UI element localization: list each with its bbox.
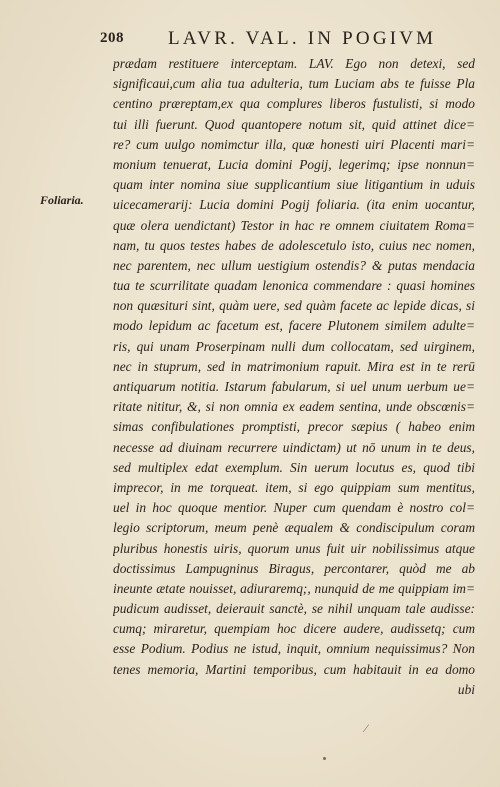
text-line: uel in hoc quoque mentior. Nuper cum quendam è nostro col= [113,500,475,516]
text-line: simas confibulationes promptisti, precor sæpius ( habeo enim [113,419,475,435]
text-line: antiquarum notitia. Istarum fabularum, si uel unum uerbum ue= [113,379,475,394]
text-line: modo lepidum ac facetum est, facere Plutonem similem adulte= [113,318,475,334]
text-line: monium tenuerat, Lucia domini Pogij, legerimq; ipse nonnun= [113,156,475,172]
margin-note: Foliaria. [40,193,84,207]
text-line: legio scriptorum, meum penè æqualem & condiscipulum coram [113,520,475,536]
text-line: significaui,cum alia tua adulteria, tum Luciam abs te fuisse Pla [113,76,475,92]
text-body [113,54,475,700]
text-line: nec parentem, nec ullum uestigium ostendis? & putas mendacia [113,257,475,273]
text-line: necesse ad diuinam recurrere uindictam) ut nō unum in te deus, [113,439,475,455]
ink-dot [323,757,326,760]
text-line: quæ olera uendictant) Testor in hac re omnem ciuitatem Roma= [113,217,475,233]
running-title: LAVR. VAL. IN POGIVM [168,28,437,49]
text-line: non quæsituri sint, quàm uere, sed quàm facete ac lepide dicas, si [113,298,475,314]
text-line: esse Podium. Podius ne istud, inquit, omnium nequissimus? Non [113,641,475,657]
text-line: pudicum audisset, deierauit sanctè, se nihil unquam tale audisse: [113,601,475,617]
text-line: centino præreptam,ex qua complures liberos fustulisti, si modo [113,96,475,112]
text-line: tenes memoria, Martini temporibus, cum habitauit in ea domo [113,661,475,677]
text-line: nec in stuprum, sed in matrimonium rapuit. Mira est in te rerū [113,358,475,374]
text-line: ritate nititur, &, si non omnia ex eadem sentina, unde obscœnis= [113,399,475,415]
text-line: doctissimus Lampugninus Biragus, percontarer, quòd me ab [113,560,475,576]
text-line: quam inter nomina siue supplicantium siue litigantium in uduis [113,177,475,193]
text-line: tui illi fuerunt. Quod quantopere notum sit, quid attinet dice= [113,116,475,132]
catchword: ubi [457,681,475,697]
text-line: sed multiplex edat exemplum. Sin uerum locutus es, quod tibi [113,459,475,475]
text-line: re? cum uulgo nomimctur illa, quæ honesti uiri Placenti mari= [113,136,475,152]
page-number: 208 [100,30,124,46]
text-line: ris, qui unam Proserpinam nulli dum collocatam, sed uirginem, [113,338,475,354]
text-line: cumq; miraretur, quempiam hoc dicere audere, audissetq; cum [113,621,475,637]
footer-mark: ⁄ [365,721,368,735]
text-line: ineunte ætate nouisset, adiuraremq;, nunquid de me quippiam im= [113,580,475,596]
text-line: pluribus honestis uiris, quorum unus fuit uir nobilissimus atque [113,540,475,556]
text-line: imprecor, in me torqueat. item, si ego quippiam sum mentitus, [113,479,475,495]
page-header [100,28,480,50]
text-line: prædam restituere interceptam. LAV. Ego non detexi, sed [113,56,475,71]
text-line: nam, tu quos testes habes de adolescetulo isto, cuius nec nomen, [113,237,475,253]
text-line: uicecamerarij: Lucia domini Pogij foliaria. (ita enim uocantur, [113,197,475,213]
text-line: tua te scurrilitate quadam lenonica commendare : quasi homines [113,278,475,294]
